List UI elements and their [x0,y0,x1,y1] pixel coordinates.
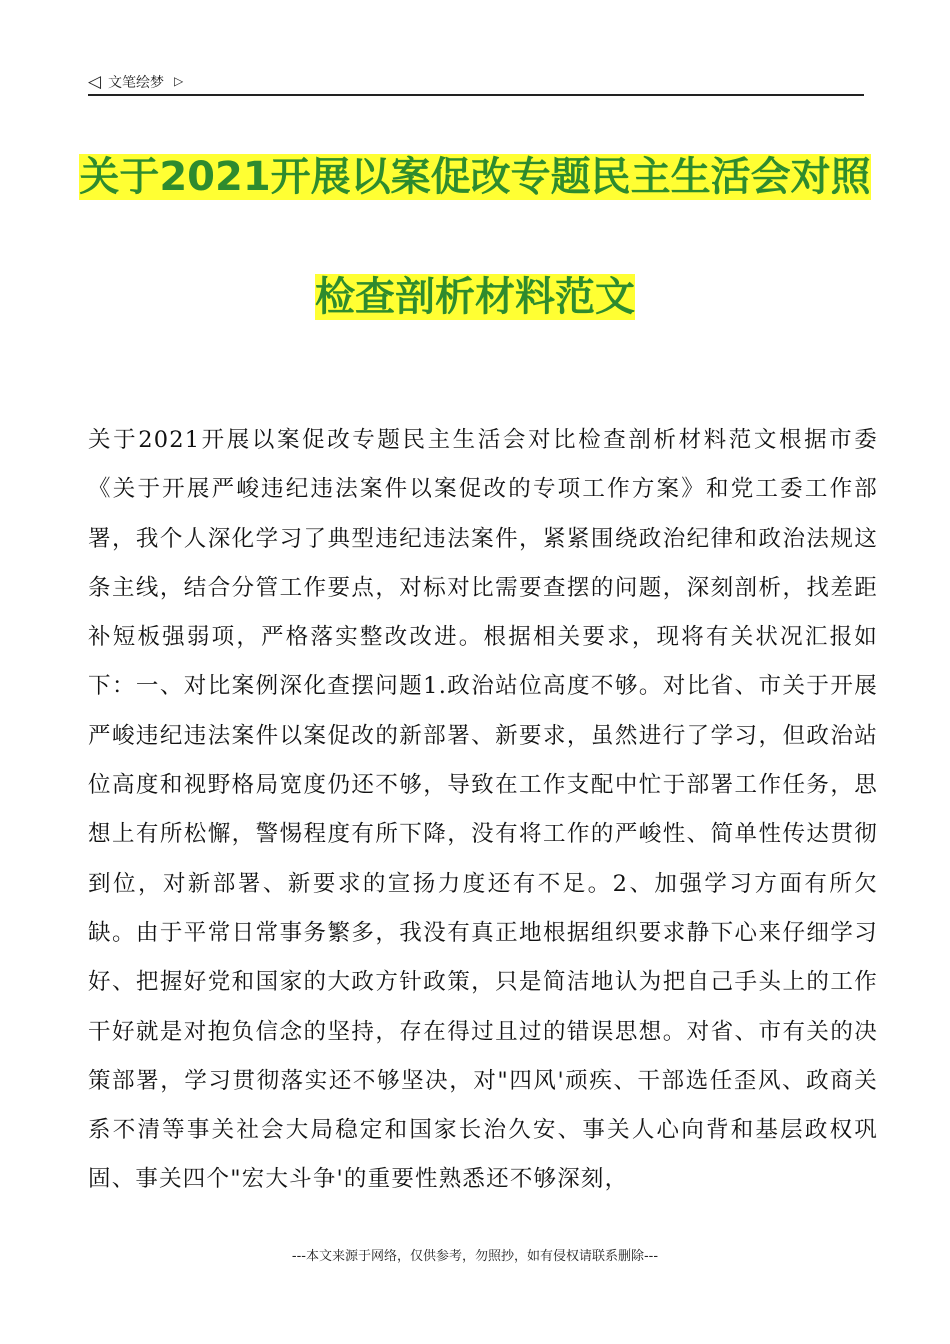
title-line-2-text: 检查剖析材料范文 [315,274,635,320]
body-paragraph: 关于2021开展以案促改专题民主生活会对比检查剖析材料范文根据市委《关于开展严峻违纪违法案件以案促改的专项工作方案》和党工委工作部署，我个人深化学习了典型违纪违法案件，紧紧围绕政治纪律和政治法规这条主线，结合分管工作要点，对标对比需要查摆的问题，深刻剖析，找差距补短板强弱项，严格落实整改改进。根据相关要求，现将有关状况汇报如下：一、对比案例深化查摆问题1.政治站位高度不够。对比省、市关于开展严峻违纪违法案件以案促改的新部署、新要求，虽然进行了学习，但政治站位高度和视野格局宽度仍还不够，导致在工作支配中忙于部署工作任务，思想上有所松懈，警惕程度有所下降，没有将工作的严峻性、简单性传达贯彻到位，对新部署、新要求的宣扬力度还有不足。2、加强学习方面有所欠缺。由于平常日常事务繁多，我没有真正地根据组织要求静下心来仔细学习好、把握好党和国家的大政方针政策，只是简洁地认为把自己手头上的工作干好就是对抱负信念的坚持，存在得过且过的错误思想。对省、市有关的决策部署，学习贯彻落实还不够坚决，对"四风'顽疾、干部选任歪风、政商关系不清等事关社会大局稳定和国家长治久安、事关人心向背和基层政权巩固、事关四个"宏大斗争'的重要性熟悉还不够深刻， [88,427,878,1193]
page-header [88,70,864,96]
brand-name: 文笔绘梦 [108,75,164,91]
title-line-1-text: 关于2021开展以案促改专题民主生活会对照 [79,154,871,200]
right-triangle-icon: ▷ [174,74,184,88]
document-title-line-1 [0,150,950,204]
document-title-line-2 [0,270,950,324]
left-triangle-icon: ◁ [88,72,102,92]
footer-notice: ---本文来源于网络，仅供参考，勿照抄，如有侵权请联系删除--- [291,1249,659,1264]
